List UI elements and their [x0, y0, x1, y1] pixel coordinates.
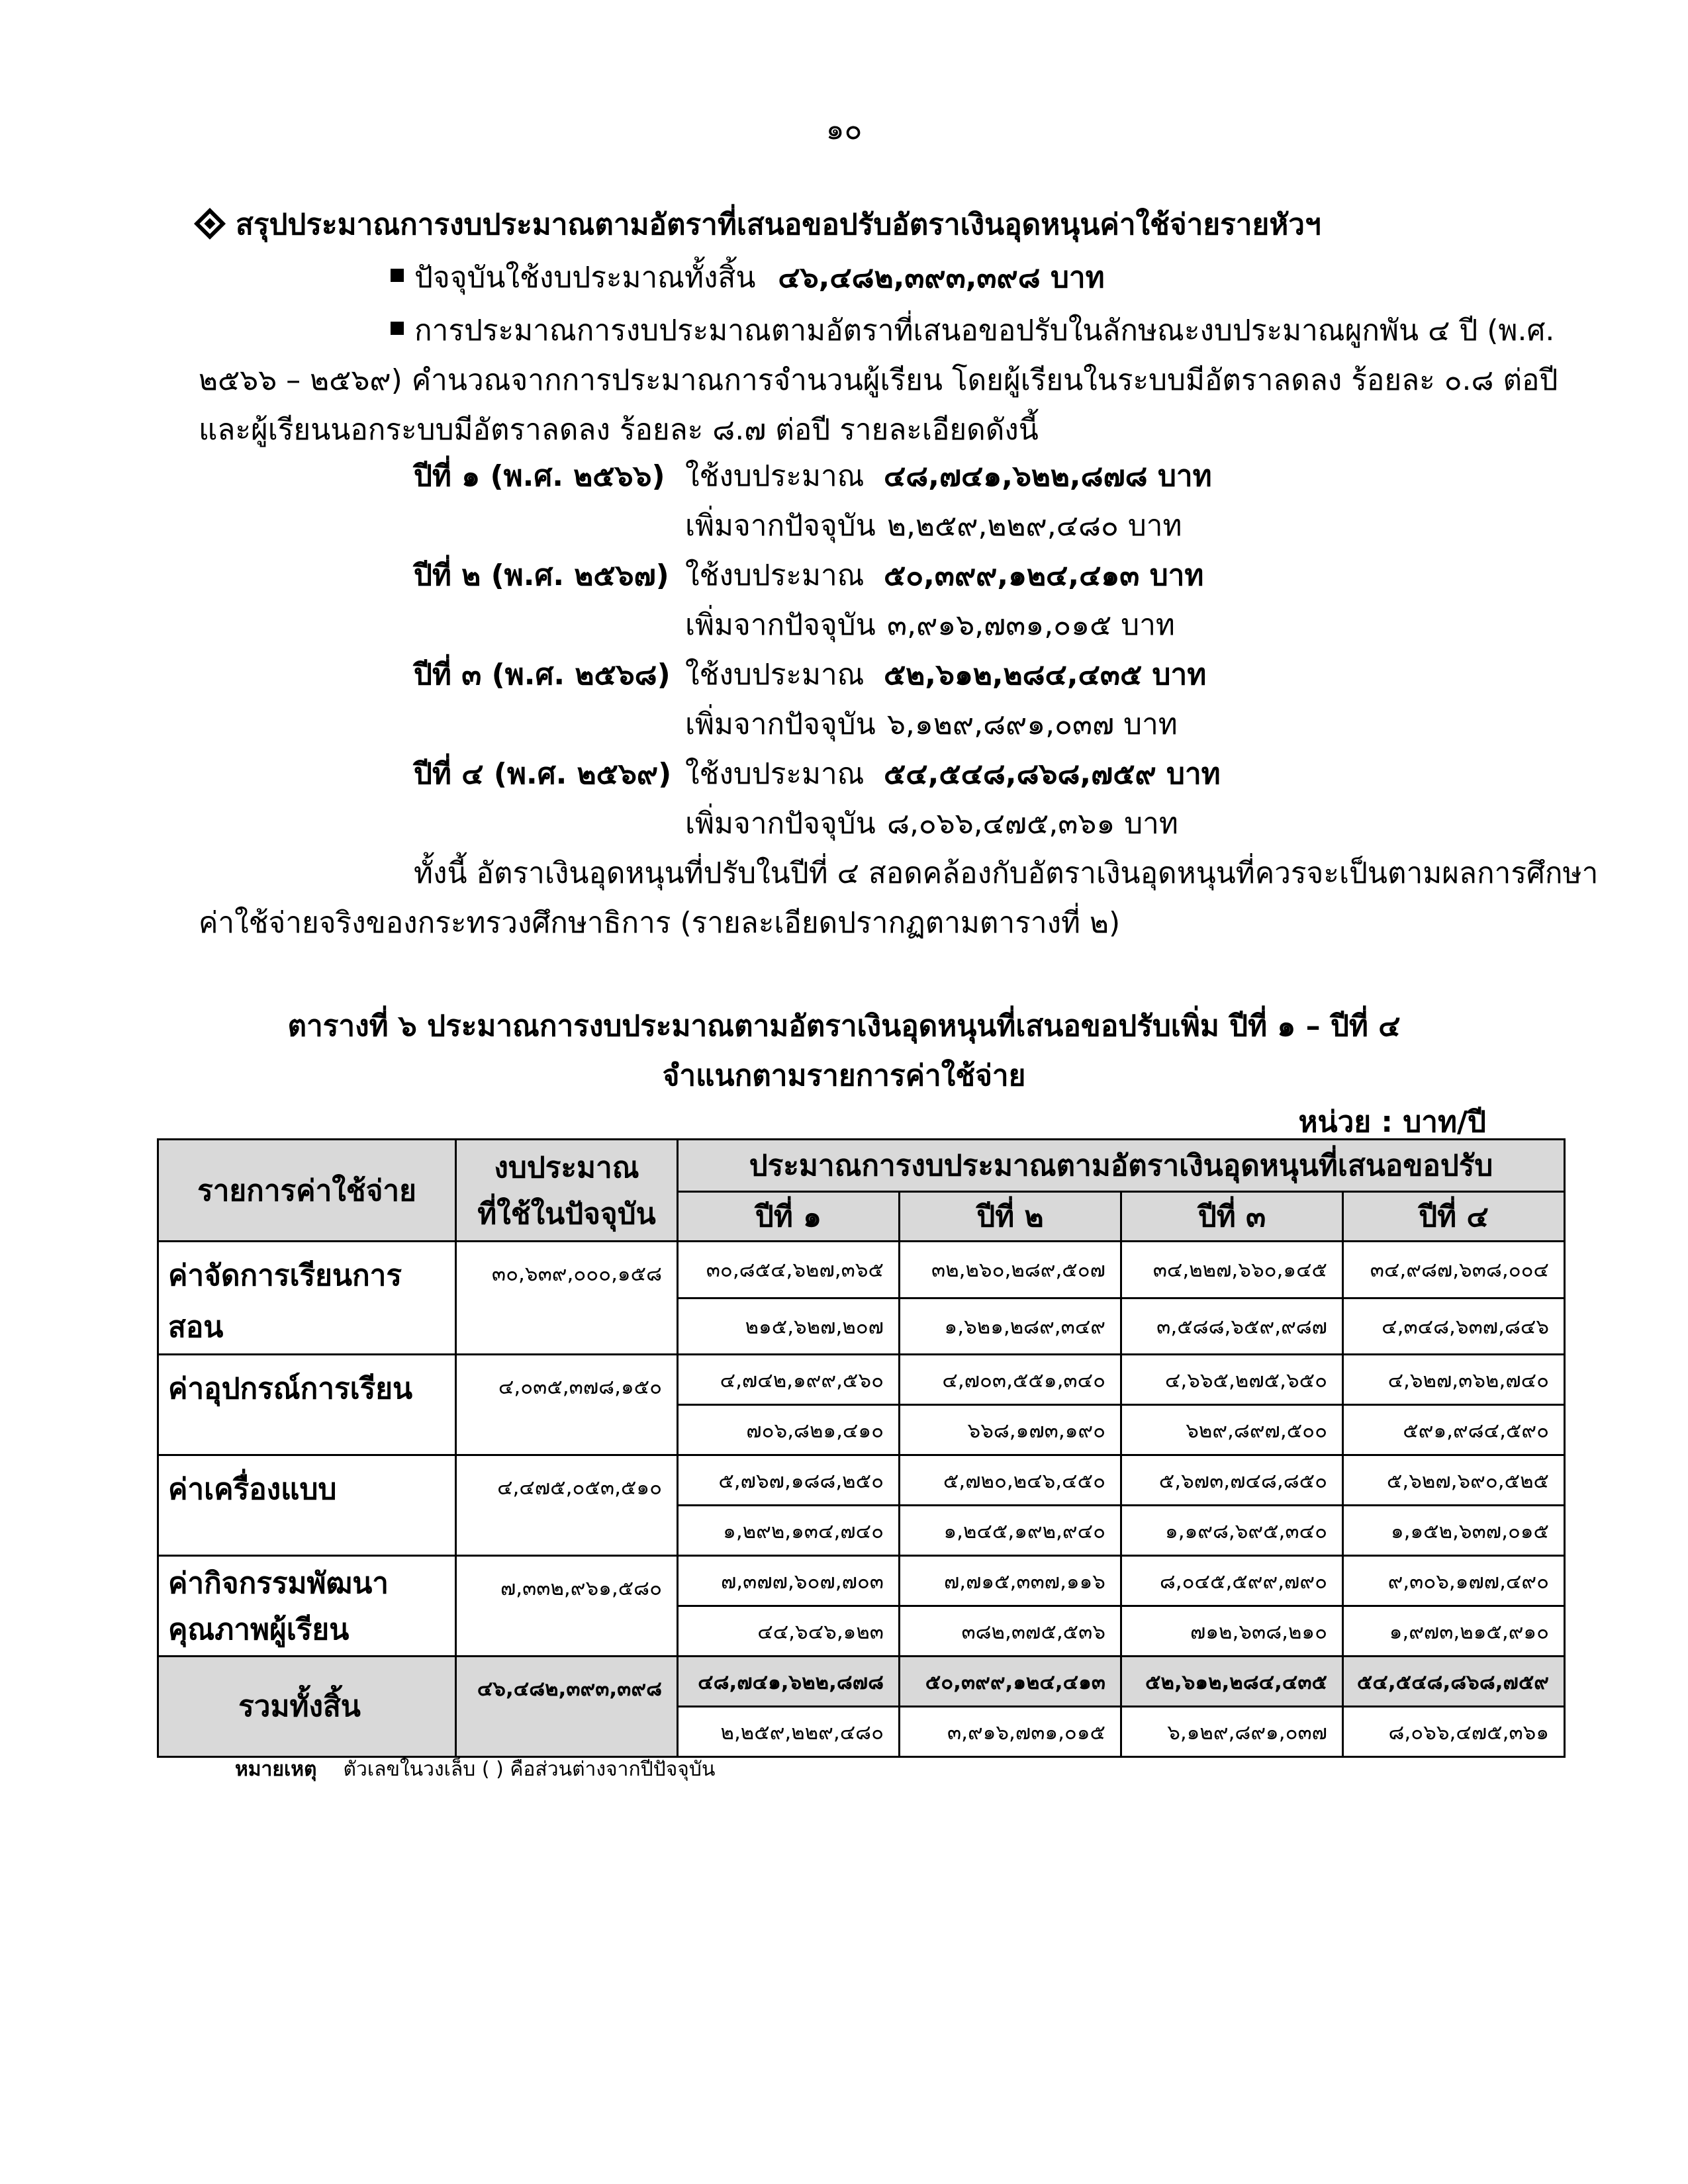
row-increase-y3: ๑,๑๙๘,๖๙๕,๓๔๐ [1121, 1506, 1343, 1556]
total-budget-y2: ๕๐,๓๙๙,๑๒๔,๔๑๓ [900, 1657, 1121, 1707]
row-current: ๗,๓๓๒,๙๖๑,๕๘๐ [456, 1556, 678, 1657]
year-4-label: ปีที่ ๔ (พ.ศ. ๒๕๖๙) [414, 757, 672, 791]
row-budget-y3: ๕,๖๗๓,๗๔๘,๘๕๐ [1121, 1455, 1343, 1506]
total-row [158, 1657, 1565, 1707]
row-increase-y4: ๔,๓๔๘,๖๓๗,๘๔๖ [1343, 1298, 1565, 1355]
total-increase-y2: ๓,๙๑๖,๗๓๑,๐๑๕ [900, 1707, 1121, 1757]
row-item: ค่าจัดการเรียนการสอน [158, 1242, 456, 1355]
closing-line-2: ค่าใช้จ่ายจริงของกระทรวงศึกษาธิการ (รายละเอียดปรากฏตามตารางที่ ๒) [199, 906, 1121, 940]
note-text: ตัวเลขในวงเล็บ ( ) คือส่วนต่างจากปีปัจจุบัน [343, 1758, 716, 1781]
year-3-use-label: ใช้งบประมาณ [685, 658, 865, 692]
total-item: รวมทั้งสิ้น [158, 1657, 456, 1757]
row-item: ค่าอุปกรณ์การเรียน [158, 1355, 456, 1455]
header-year-2: ปีที่ ๒ [900, 1192, 1121, 1242]
row-increase-y4: ๑,๙๗๓,๒๑๕,๙๑๐ [1343, 1606, 1565, 1657]
header-current-line-1: งบประมาณ [494, 1150, 639, 1185]
row-increase-y1: ๔๔,๖๔๖,๑๒๓ [678, 1606, 900, 1657]
header-current-line-2: ที่ใช้ในปัจจุบัน [477, 1197, 656, 1231]
total-increase-y3: ๖,๑๒๙,๘๙๑,๐๓๗ [1121, 1707, 1343, 1757]
year-4-use-amount: ๕๔,๕๔๘,๘๖๘,๗๕๙ บาท [884, 757, 1221, 791]
table-caption-line-1: ตารางที่ ๖ ประมาณการงบประมาณตามอัตราเงินอุดหนุนที่เสนอขอปรับเพิ่ม ปีที่ ๑ – ปีที่ ๔ [287, 1009, 1401, 1043]
paragraph-line-3: และผู้เรียนนอกระบบมีอัตราลดลง ร้อยละ ๘.๗ ต่อปี รายละเอียดดังนี้ [199, 413, 1039, 447]
summary-heading-row [199, 205, 1321, 245]
paragraph-line-1-text: การประมาณการงบประมาณตามอัตราที่เสนอขอปรับในลักษณะงบประมาณผูกพัน ๔ ปี (พ.ศ. [414, 314, 1555, 347]
row-increase-y1: ๑,๒๙๒,๑๓๔,๗๔๐ [678, 1506, 900, 1556]
year-1-inc-label: เพิ่มจากปัจจุบัน [685, 509, 876, 543]
year-3-inc-label: เพิ่มจากปัจจุบัน [685, 707, 876, 741]
total-budget-y1: ๔๘,๗๔๑,๖๒๒,๘๗๘ [678, 1657, 900, 1707]
row-current: ๓๐,๖๓๙,๐๐๐,๑๕๘ [456, 1242, 678, 1355]
year-4-inc-amount: ๘,๐๖๖,๔๗๕,๓๖๑ บาท [887, 807, 1178, 841]
square-bullet-icon [391, 269, 404, 282]
year-2-label: ปีที่ ๒ (พ.ศ. ๒๕๖๗) [414, 559, 669, 592]
note-label: หมายเหตุ [235, 1758, 317, 1781]
table-row [158, 1242, 1565, 1298]
year-4-use-label: ใช้งบประมาณ [685, 757, 865, 791]
year-4-inc-label: เพิ่มจากปัจจุบัน [685, 807, 876, 841]
row-budget-y3: ๔,๖๖๕,๒๗๕,๖๕๐ [1121, 1355, 1343, 1405]
row-increase-y4: ๑,๑๕๒,๖๓๗,๐๑๕ [1343, 1506, 1565, 1556]
summary-heading: สรุปประมาณการงบประมาณตามอัตราที่เสนอขอปรับอัตราเงินอุดหนุนค่าใช้จ่ายรายหัวฯ [236, 208, 1321, 242]
header-year-1: ปีที่ ๑ [678, 1192, 900, 1242]
header-item: รายการค่าใช้จ่าย [158, 1140, 456, 1242]
row-increase-y2: ๑,๒๔๕,๑๙๒,๙๔๐ [900, 1506, 1121, 1556]
diamond-bullet-icon [194, 208, 226, 240]
year-1-label: ปีที่ ๑ (พ.ศ. ๒๕๖๖) [414, 459, 665, 493]
row-increase-y2: ๓๘๒,๓๗๕,๕๓๖ [900, 1606, 1121, 1657]
row-budget-y2: ๓๒,๒๖๐,๒๘๙,๕๐๗ [900, 1242, 1121, 1298]
total-increase-y1: ๒,๒๕๙,๒๒๙,๔๘๐ [678, 1707, 900, 1757]
current-budget-amount: ๔๖,๔๘๒,๓๙๓,๓๙๘ บาท [778, 261, 1105, 295]
row-increase-y4: ๕๙๑,๙๘๔,๕๙๐ [1343, 1405, 1565, 1455]
total-increase-y4: ๘,๐๖๖,๔๗๕,๓๖๑ [1343, 1707, 1565, 1757]
page-number: ๑๐ [825, 113, 863, 146]
year-3-use-amount: ๕๒,๖๑๒,๒๘๔,๔๓๕ บาท [884, 658, 1207, 692]
row-budget-y4: ๔,๖๒๗,๓๖๒,๗๔๐ [1343, 1355, 1565, 1405]
paragraph-line-2: ๒๕๖๖ – ๒๕๖๙) คำนวณจากการประมาณการจำนวนผู้เรียน โดยผู้เรียนในระบบมีอัตราลดลง ร้อยละ ๐.๘ ต่อปี [199, 363, 1558, 397]
row-budget-y2: ๕,๗๒๐,๒๔๖,๔๕๐ [900, 1455, 1121, 1506]
row-budget-y2: ๔,๗๐๓,๕๕๑,๓๔๐ [900, 1355, 1121, 1405]
row-budget-y1: ๕,๗๖๗,๑๘๘,๒๕๐ [678, 1455, 900, 1506]
table-caption-line-2: จำแนกตามรายการค่าใช้จ่าย [662, 1059, 1026, 1093]
row-increase-y1: ๗๐๖,๘๒๑,๔๑๐ [678, 1405, 900, 1455]
year-1-use-label: ใช้งบประมาณ [685, 459, 865, 493]
header-year-3: ปีที่ ๓ [1121, 1192, 1343, 1242]
year-2-inc-label: เพิ่มจากปัจจุบัน [685, 608, 876, 642]
row-current: ๔,๐๓๕,๓๗๘,๑๕๐ [456, 1355, 678, 1455]
header-current [456, 1140, 678, 1242]
year-2-use-label: ใช้งบประมาณ [685, 559, 865, 592]
row-budget-y3: ๘,๐๔๕,๕๙๙,๗๙๐ [1121, 1556, 1343, 1606]
row-increase-y3: ๗๑๒,๖๓๘,๒๑๐ [1121, 1606, 1343, 1657]
row-increase-y2: ๖๖๘,๑๗๓,๑๙๐ [900, 1405, 1121, 1455]
year-3-label: ปีที่ ๓ (พ.ศ. ๒๕๖๘) [414, 658, 671, 692]
row-budget-y4: ๓๔,๙๘๗,๖๓๘,๐๐๔ [1343, 1242, 1565, 1298]
row-budget-y4: ๙,๓๐๖,๑๗๗,๔๙๐ [1343, 1556, 1565, 1606]
row-increase-y3: ๓,๕๘๘,๖๕๙,๙๘๗ [1121, 1298, 1343, 1355]
total-budget-y4: ๕๔,๕๔๘,๘๖๘,๗๕๙ [1343, 1657, 1565, 1707]
year-1-inc-amount: ๒,๒๕๙,๒๒๙,๔๘๐ บาท [887, 509, 1182, 543]
header-proposed: ประมาณการงบประมาณตามอัตราเงินอุดหนุนที่เสนอขอปรับ [678, 1140, 1565, 1192]
row-budget-y1: ๔,๗๔๒,๑๙๙,๕๖๐ [678, 1355, 900, 1405]
total-current: ๔๖,๔๘๒,๓๙๓,๓๙๘ [456, 1657, 678, 1757]
row-budget-y2: ๗,๗๑๕,๓๓๗,๑๑๖ [900, 1556, 1121, 1606]
row-item: ค่าเครื่องแบบ [158, 1455, 456, 1556]
year-2-inc-amount: ๓,๙๑๖,๗๓๑,๐๑๕ บาท [887, 608, 1175, 642]
year-1-use-amount: ๔๘,๗๔๑,๖๒๒,๘๗๘ บาท [884, 459, 1212, 493]
year-2-use-amount: ๕๐,๓๙๙,๑๒๔,๔๑๓ บาท [884, 559, 1204, 592]
row-budget-y1: ๗,๓๗๗,๖๐๗,๗๐๓ [678, 1556, 900, 1606]
budget-table [157, 1138, 1566, 1758]
row-increase-y1: ๒๑๕,๖๒๗,๒๐๗ [678, 1298, 900, 1355]
row-current: ๔,๔๗๕,๐๕๓,๕๑๐ [456, 1455, 678, 1556]
closing-line-1: ทั้งนี้ อัตราเงินอุดหนุนที่ปรับในปีที่ ๔ สอดคล้องกับอัตราเงินอุดหนุนที่ควรจะเป็นตามผลการศึกษา [414, 856, 1599, 890]
row-increase-y2: ๑,๖๒๑,๒๘๙,๓๔๙ [900, 1298, 1121, 1355]
row-increase-y3: ๖๒๙,๘๙๗,๕๐๐ [1121, 1405, 1343, 1455]
year-3-inc-amount: ๖,๑๒๙,๘๙๑,๐๓๗ บาท [887, 707, 1178, 741]
table-unit: หน่วย : บาท/ปี [1298, 1105, 1486, 1139]
table-note [235, 1754, 715, 1785]
total-budget-y3: ๕๒,๖๑๒,๒๘๔,๔๓๕ [1121, 1657, 1343, 1707]
header-year-4: ปีที่ ๔ [1343, 1192, 1565, 1242]
table-row [158, 1355, 1565, 1405]
current-budget-line [391, 258, 1105, 298]
table-row [158, 1556, 1565, 1606]
row-item: ค่ากิจกรรมพัฒนาคุณภาพผู้เรียน [158, 1556, 456, 1657]
row-budget-y3: ๓๔,๒๒๗,๖๖๐,๑๔๕ [1121, 1242, 1343, 1298]
row-budget-y4: ๕,๖๒๗,๖๙๐,๕๒๕ [1343, 1455, 1565, 1506]
square-bullet-icon [391, 322, 404, 335]
current-budget-prefix: ปัจจุบันใช้งบประมาณทั้งสิ้น [414, 261, 756, 295]
table-row [158, 1455, 1565, 1506]
paragraph-line-1 [391, 311, 1554, 351]
row-budget-y1: ๓๐,๘๕๔,๖๒๗,๓๖๕ [678, 1242, 900, 1298]
